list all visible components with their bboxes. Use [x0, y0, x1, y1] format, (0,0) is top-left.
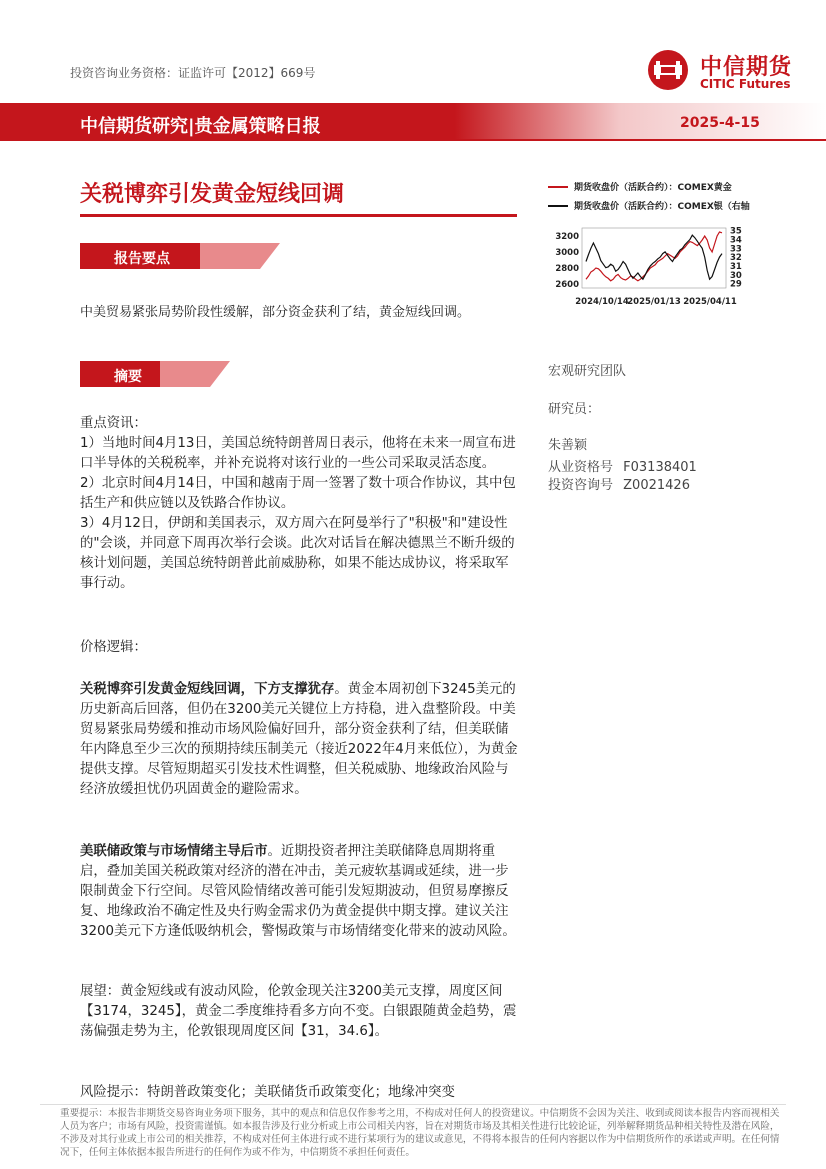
- paragraph-2: [80, 842, 520, 942]
- y-right-tick-label: 32: [730, 253, 742, 264]
- abstract-label: 摘要: [114, 369, 142, 385]
- legend-gold-label: 期货收盘价（活跃合约）：COMEX黄金: [574, 183, 732, 193]
- y-left-tick-label: 3000: [555, 248, 579, 258]
- y-right-tick-label: 31: [730, 261, 742, 272]
- x-tick-label: 2025/04/11: [683, 297, 737, 307]
- risk-text: 风险提示：特朗普政策变化；美联储货币政策变化；地缘冲突变: [80, 1085, 455, 1100]
- license-text: 投资咨询业务资格：证监许可【2012】669号: [70, 66, 316, 80]
- x-tick-label: 2025/01/13: [627, 297, 681, 307]
- team-name: 宏观研究团队: [548, 364, 627, 379]
- title-underline: [80, 214, 517, 217]
- key-points-text: 中美贸易紧张局势阶段性缓解，部分资金获利了结，黄金短线回调。: [80, 305, 471, 320]
- y-right-tick-label: 29: [730, 279, 742, 290]
- legend-silver-swatch: [548, 205, 568, 207]
- chart-legend: [548, 180, 778, 212]
- logic-heading: 价格逻辑：: [80, 640, 147, 655]
- consult-number: Z0021426: [623, 478, 690, 493]
- report-date: 2025-4-15: [680, 115, 760, 131]
- footer-divider: [40, 1104, 786, 1105]
- qualification-number: F03138401: [623, 460, 697, 475]
- gold-silver-chart: [548, 222, 758, 312]
- paragraph-1-heading: 关税博弈引发黄金短线回调，下方支撑犹存: [80, 682, 335, 697]
- y-right-tick-label: 34: [730, 235, 742, 246]
- legend-gold: [548, 180, 778, 193]
- logo-cn: 中信期货: [700, 55, 793, 80]
- legend-gold-swatch: [548, 186, 568, 188]
- consult-label: 投资咨询号: [548, 478, 614, 493]
- news-item-3: 3）4月12日，伊朗和美国表示，双方周六在阿曼举行了"积极"和"建设性的"会谈，并同意下周再次举行会谈。此次对话旨在解决德黑兰不断升级的核计划问题，美国总统特朗普此前威胁称，如果不能达成协议，将采取军事行动。: [80, 516, 515, 591]
- x-tick-label: 2024/10/14: [575, 297, 629, 307]
- news-item-1: 1）当地时间4月13日，美国总统特朗普周日表示，他将在未来一周宣布进口半导体的关税税率，并补充说将对该行业的一些公司采取灵活态度。: [80, 436, 516, 471]
- abstract-tab: [80, 361, 520, 387]
- news-block: [80, 414, 520, 594]
- disclaimer-text: 重要提示：本报告非期货交易咨询业务项下服务，其中的观点和信息仅作参考之用，不构成对任何人的投资建议。中信期货不会因为关注、收到或阅读本报告内容而视相关人员为客户；市场有风险，投资需谨慎。如本报告涉及行业分析或上市公司相关内容，旨在对期货市场及其相关性进行比较论证，列举解释期货品种相关特性及潜在风险，不涉及对其行业或上市公司的相关推荐，不构成对任何主体进行或不进行某项行为的建议或意见，不得将本报告的任何内容据以作为中信期货所作的承诺或声明。在任何情况下，任何主体依据本报告所进行的任何作为或不作为，中信期货不承担任何责任。: [60, 1108, 780, 1158]
- y-left-tick-label: 2600: [555, 280, 579, 290]
- qualification-label: 从业资格号: [548, 460, 614, 475]
- researcher-label: 研究员：: [548, 402, 601, 417]
- outlook-text: 展望：黄金短线或有波动风险，伦敦金现关注3200美元支撑，周度区间【3174，3245】，黄金二季度维持看多方向不变。白银跟随黄金趋势，震荡偏强走势为主，伦敦银现周度区间【31，34.6】。: [80, 984, 517, 1039]
- citic-logo-icon: [644, 47, 694, 93]
- paragraph-2-heading: 美联储政策与市场情绪主导后市: [80, 844, 268, 859]
- news-item-2: 2）北京时间4月14日，中国和越南于周一签署了数十项合作协议，其中包括生产和供应链以及铁路合作协议。: [80, 476, 516, 511]
- key-points-label: 报告要点: [114, 251, 170, 267]
- researcher-name: 朱善颖: [548, 438, 588, 453]
- consult-row: [548, 474, 690, 493]
- paragraph-1-text: 。黄金本周初创下3245美元的历史新高后回落，但仍在3200美元关键位上方持稳，进入盘整阶段。中美贸易紧张局势缓和推动市场风险偏好回升，部分资金获利了结，但美联储年内降息至少三次的预期持续压制美元（接近2022年4月来低位），为黄金提供支撑。尽管短期超买引发技术性调整，但关税威胁、地缘政治风险与经济放缓担忧仍巩固黄金的避险需求。: [80, 682, 518, 797]
- report-series-title: 中信期货研究|贵金属策略日报: [80, 116, 321, 137]
- page-title: 关税博弈引发黄金短线回调: [80, 182, 345, 207]
- y-right-tick-label: 35: [730, 226, 742, 237]
- logo-en: CITIC Futures: [700, 77, 791, 91]
- legend-silver-label: 期货收盘价（活跃合约）：COMEX银（右轴: [574, 202, 750, 212]
- y-right-tick-label: 30: [730, 270, 742, 281]
- y-left-tick-label: 2800: [555, 264, 579, 274]
- paragraph-1: [80, 680, 520, 800]
- news-heading: 重点资讯：: [80, 416, 147, 431]
- gold-series-line: [586, 232, 722, 281]
- y-left-tick-label: 3200: [555, 232, 579, 242]
- paragraph-2-text: 。近期投资者押注美联储降息周期将重启，叠加美国关税政策对经济的潜在冲击，美元疲软基调或延续，进一步限制黄金下行空间。尽管风险情绪改善可能引发短期波动，但贸易摩擦反复、地缘政治不确定性及央行购金需求仍为黄金提供中期支撑。建议关注3200美元下方逢低吸纳机会，警惕政策与市场情绪变化带来的波动风险。: [80, 844, 516, 939]
- y-right-tick-label: 33: [730, 244, 742, 255]
- legend-silver: [548, 199, 778, 212]
- qualification-row: [548, 456, 697, 475]
